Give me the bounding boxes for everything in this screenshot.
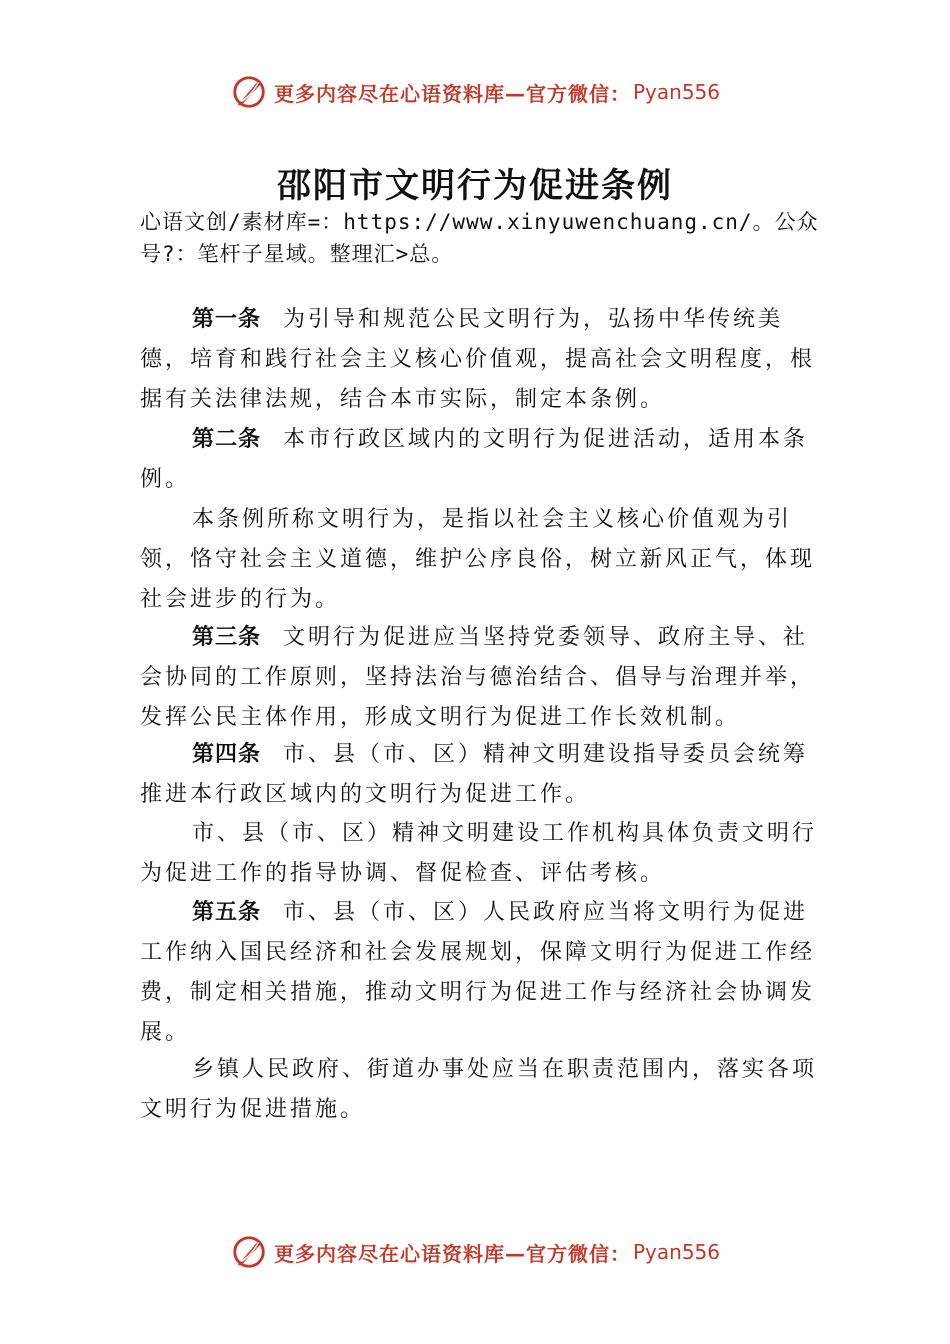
article-text: 本条例所称文明行为，是指以社会主义核心价值观为引领，恪守社会主义道德，维护公序良俗，树立新风正气，体现社会进步的行为。	[140, 507, 816, 612]
article-label: 第一条	[192, 307, 262, 332]
article-text: 本市行政区域内的文明行为促进活动，适用本条例。	[140, 427, 809, 492]
quill-circle-logo-icon	[230, 1233, 268, 1271]
article-4	[140, 735, 820, 815]
footer-banner	[0, 1230, 950, 1274]
wechat-id: Pyan556	[632, 80, 720, 104]
article-5-paragraph	[140, 1050, 820, 1130]
article-5	[140, 893, 820, 1053]
article-2-paragraph	[140, 500, 820, 620]
source-note: 心语文创/素材库=：https://www.xinyuwenchuang.cn/。公众号?：笔杆子星域。整理汇>总。	[140, 210, 819, 266]
article-label: 第四条	[192, 742, 262, 767]
article-1	[140, 300, 820, 420]
article-text: 市、县（市、区）精神文明建设工作机构具体负责文明行为促进工作的指导协调、督促检查、评估考核。	[140, 821, 818, 886]
article-text: 市、县（市、区）精神文明建设指导委员会统筹推进本行政区域内的文明行为促进工作。	[140, 742, 809, 807]
article-label: 第五条	[192, 900, 262, 925]
banner-text: 更多内容尽在心语资料库—官方微信：	[273, 1241, 631, 1266]
article-label: 第二条	[192, 427, 262, 452]
article-2	[140, 420, 820, 500]
document-title: 邵阳市文明行为促进条例	[277, 166, 673, 206]
article-label: 第三条	[192, 625, 262, 650]
header-banner	[0, 70, 950, 114]
article-text: 乡镇人民政府、街道办事处应当在职责范围内，落实各项文明行为促进措施。	[140, 1057, 818, 1122]
article-3	[140, 618, 820, 738]
banner-text: 更多内容尽在心语资料库—官方微信：	[273, 81, 631, 106]
wechat-id: Pyan556	[632, 1240, 720, 1264]
quill-circle-logo-icon	[230, 73, 268, 111]
article-text: 市、县（市、区）人民政府应当将文明行为促进工作纳入国民经济和社会发展规划，保障文明行为促进工作经费，制定相关措施，推动文明行为促进工作与经济社会协调发展。	[140, 900, 816, 1045]
article-4-paragraph	[140, 814, 820, 894]
article-text: 文明行为促进应当坚持党委领导、政府主导、社会协同的工作原则，坚持法治与德治结合、倡导与治理并举，发挥公民主体作用，形成文明行为促进工作长效机制。	[140, 625, 816, 730]
article-text: 为引导和规范公民文明行为，弘扬中华传统美德，培育和践行社会主义核心价值观，提高社会文明程度，根据有关法律法规，结合本市实际，制定本条例。	[140, 307, 816, 412]
